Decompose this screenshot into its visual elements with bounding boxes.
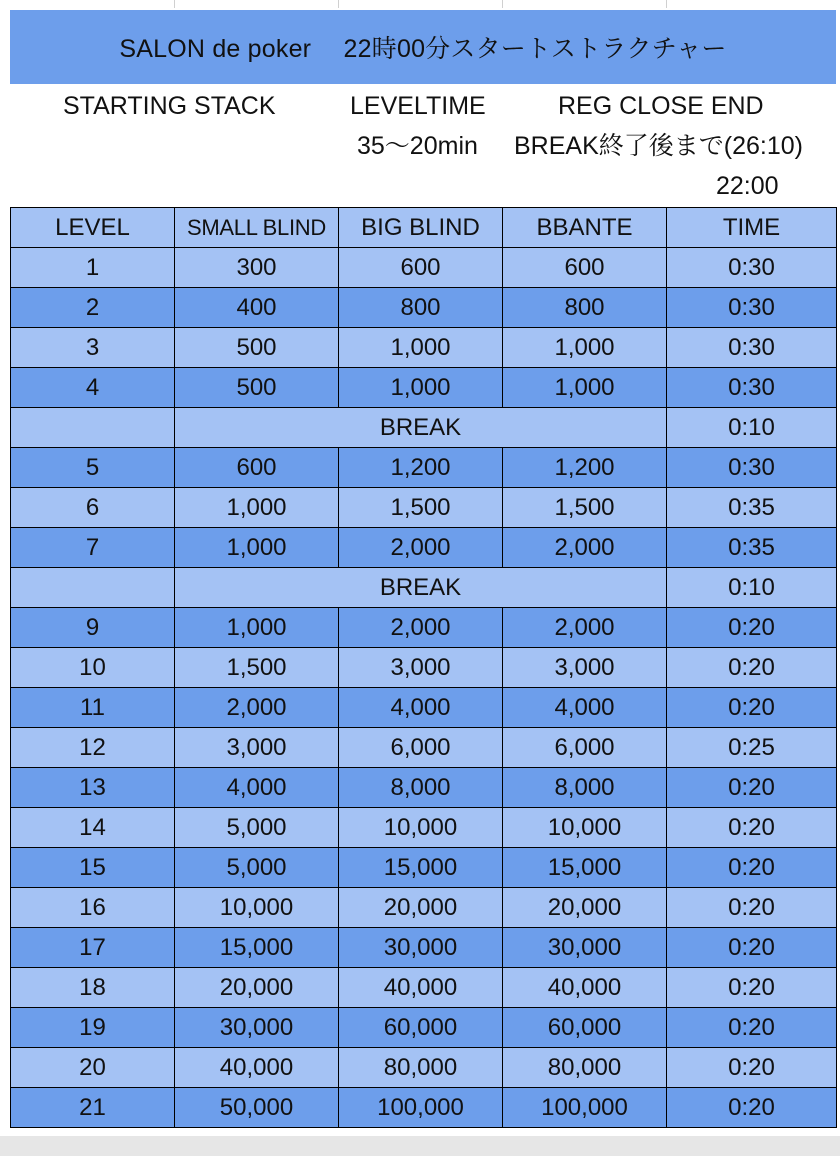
bbante-cell: 1,200 xyxy=(503,448,667,488)
bbante-cell: 6,000 xyxy=(503,728,667,768)
small-blind-cell: 1,000 xyxy=(175,488,339,528)
bbante-cell: 8,000 xyxy=(503,768,667,808)
big-blind-cell: 20,000 xyxy=(339,888,503,928)
break-time: 0:10 xyxy=(667,408,837,448)
bbante-cell: 1,500 xyxy=(503,488,667,528)
sheet-gridlines xyxy=(0,0,840,8)
starting-stack-label: STARTING STACK xyxy=(63,92,276,120)
time-cell: 0:20 xyxy=(667,928,837,968)
level-cell: 3 xyxy=(11,328,175,368)
level-cell: 7 xyxy=(11,528,175,568)
small-blind-cell: 40,000 xyxy=(175,1048,339,1088)
big-blind-cell: 30,000 xyxy=(339,928,503,968)
big-blind-cell: 6,000 xyxy=(339,728,503,768)
level-cell: 14 xyxy=(11,808,175,848)
big-blind-cell: 1,500 xyxy=(339,488,503,528)
bbante-cell: 800 xyxy=(503,288,667,328)
bbante-cell: 1,000 xyxy=(503,368,667,408)
header-small-blind: SMALL BLIND xyxy=(175,208,339,248)
big-blind-cell: 2,000 xyxy=(339,608,503,648)
small-blind-cell: 10,000 xyxy=(175,888,339,928)
level-cell: 9 xyxy=(11,608,175,648)
table-row xyxy=(11,1008,837,1048)
small-blind-cell: 600 xyxy=(175,448,339,488)
big-blind-cell: 1,200 xyxy=(339,448,503,488)
big-blind-cell: 4,000 xyxy=(339,688,503,728)
time-cell: 0:20 xyxy=(667,768,837,808)
small-blind-cell: 500 xyxy=(175,368,339,408)
table-row xyxy=(11,1088,837,1128)
big-blind-cell: 80,000 xyxy=(339,1048,503,1088)
level-cell: 18 xyxy=(11,968,175,1008)
level-cell: 15 xyxy=(11,848,175,888)
level-cell: 11 xyxy=(11,688,175,728)
table-row xyxy=(11,648,837,688)
small-blind-cell: 50,000 xyxy=(175,1088,339,1128)
small-blind-cell: 5,000 xyxy=(175,808,339,848)
big-blind-cell: 3,000 xyxy=(339,648,503,688)
bbante-cell: 60,000 xyxy=(503,1008,667,1048)
time-cell: 0:20 xyxy=(667,608,837,648)
time-cell: 0:20 xyxy=(667,848,837,888)
time-cell: 0:30 xyxy=(667,328,837,368)
table-row xyxy=(11,288,837,328)
small-blind-cell: 1,500 xyxy=(175,648,339,688)
table-row xyxy=(11,688,837,728)
time-cell: 0:20 xyxy=(667,808,837,848)
break-row xyxy=(11,408,837,448)
table-row xyxy=(11,248,837,288)
time-cell: 0:30 xyxy=(667,448,837,488)
small-blind-cell: 4,000 xyxy=(175,768,339,808)
small-blind-cell: 3,000 xyxy=(175,728,339,768)
table-row xyxy=(11,1048,837,1088)
header-level: LEVEL xyxy=(11,208,175,248)
small-blind-cell: 1,000 xyxy=(175,608,339,648)
table-row xyxy=(11,488,837,528)
table-row xyxy=(11,768,837,808)
time-cell: 0:20 xyxy=(667,1088,837,1128)
table-row xyxy=(11,848,837,888)
level-cell: 1 xyxy=(11,248,175,288)
level-cell: 19 xyxy=(11,1008,175,1048)
break-level-cell xyxy=(11,408,175,448)
big-blind-cell: 1,000 xyxy=(339,328,503,368)
level-cell: 2 xyxy=(11,288,175,328)
bbante-cell: 2,000 xyxy=(503,528,667,568)
table-row xyxy=(11,728,837,768)
leveltime-label: LEVELTIME xyxy=(350,92,486,120)
table-row xyxy=(11,528,837,568)
table-row xyxy=(11,328,837,368)
break-row xyxy=(11,568,837,608)
table-row xyxy=(11,968,837,1008)
table-body xyxy=(11,248,837,1128)
level-cell: 6 xyxy=(11,488,175,528)
big-blind-cell: 2,000 xyxy=(339,528,503,568)
bbante-cell: 40,000 xyxy=(503,968,667,1008)
time-cell: 0:35 xyxy=(667,528,837,568)
small-blind-cell: 15,000 xyxy=(175,928,339,968)
table-row xyxy=(11,888,837,928)
reg-close-label: REG CLOSE END xyxy=(558,92,764,120)
big-blind-cell: 8,000 xyxy=(339,768,503,808)
time-cell: 0:30 xyxy=(667,248,837,288)
table-header-row xyxy=(11,208,837,248)
small-blind-cell: 2,000 xyxy=(175,688,339,728)
structure-title xyxy=(10,10,836,84)
bbante-cell: 3,000 xyxy=(503,648,667,688)
big-blind-cell: 600 xyxy=(339,248,503,288)
time-cell: 0:30 xyxy=(667,368,837,408)
bbante-cell: 600 xyxy=(503,248,667,288)
time-cell: 0:20 xyxy=(667,888,837,928)
big-blind-cell: 1,000 xyxy=(339,368,503,408)
bbante-cell: 15,000 xyxy=(503,848,667,888)
level-cell: 4 xyxy=(11,368,175,408)
big-blind-cell: 800 xyxy=(339,288,503,328)
break-label: BREAK xyxy=(175,568,667,608)
header-big-blind: BIG BLIND xyxy=(339,208,503,248)
table-row xyxy=(11,448,837,488)
time-cell: 0:20 xyxy=(667,648,837,688)
small-blind-cell: 400 xyxy=(175,288,339,328)
big-blind-cell: 10,000 xyxy=(339,808,503,848)
header-bbante: BBANTE xyxy=(503,208,667,248)
time-cell: 0:35 xyxy=(667,488,837,528)
level-cell: 12 xyxy=(11,728,175,768)
bbante-cell: 1,000 xyxy=(503,328,667,368)
small-blind-cell: 20,000 xyxy=(175,968,339,1008)
big-blind-cell: 60,000 xyxy=(339,1008,503,1048)
small-blind-cell: 1,000 xyxy=(175,528,339,568)
time-cell: 0:20 xyxy=(667,968,837,1008)
bbante-cell: 2,000 xyxy=(503,608,667,648)
big-blind-cell: 100,000 xyxy=(339,1088,503,1128)
header-time: TIME xyxy=(667,208,837,248)
table-row xyxy=(11,808,837,848)
time-cell: 0:30 xyxy=(667,288,837,328)
small-blind-cell: 500 xyxy=(175,328,339,368)
big-blind-cell: 40,000 xyxy=(339,968,503,1008)
leveltime-value: 35〜20min xyxy=(357,132,478,160)
table-row xyxy=(11,928,837,968)
time-cell: 0:25 xyxy=(667,728,837,768)
time-cell: 0:20 xyxy=(667,1048,837,1088)
time-cell: 0:20 xyxy=(667,1008,837,1048)
bbante-cell: 100,000 xyxy=(503,1088,667,1128)
time-cell: 0:20 xyxy=(667,688,837,728)
bbante-cell: 80,000 xyxy=(503,1048,667,1088)
start-time: 22:00 xyxy=(716,172,779,200)
level-cell: 5 xyxy=(11,448,175,488)
small-blind-cell: 30,000 xyxy=(175,1008,339,1048)
blind-structure-table xyxy=(10,207,837,1128)
bbante-cell: 30,000 xyxy=(503,928,667,968)
small-blind-cell: 5,000 xyxy=(175,848,339,888)
table-row xyxy=(11,608,837,648)
level-cell: 21 xyxy=(11,1088,175,1128)
bbante-cell: 20,000 xyxy=(503,888,667,928)
sheet-bottom-bar xyxy=(0,1136,840,1156)
bbante-cell: 10,000 xyxy=(503,808,667,848)
level-cell: 20 xyxy=(11,1048,175,1088)
break-level-cell xyxy=(11,568,175,608)
small-blind-cell: 300 xyxy=(175,248,339,288)
level-cell: 16 xyxy=(11,888,175,928)
break-label: BREAK xyxy=(175,408,667,448)
level-cell: 10 xyxy=(11,648,175,688)
title-text: SALON de poker 22時00分スタートストラクチャー xyxy=(119,35,727,63)
break-time: 0:10 xyxy=(667,568,837,608)
level-cell: 13 xyxy=(11,768,175,808)
level-cell: 17 xyxy=(11,928,175,968)
reg-close-value: BREAK終了後まで(26:10) xyxy=(514,132,803,160)
table-row xyxy=(11,368,837,408)
bbante-cell: 4,000 xyxy=(503,688,667,728)
big-blind-cell: 15,000 xyxy=(339,848,503,888)
